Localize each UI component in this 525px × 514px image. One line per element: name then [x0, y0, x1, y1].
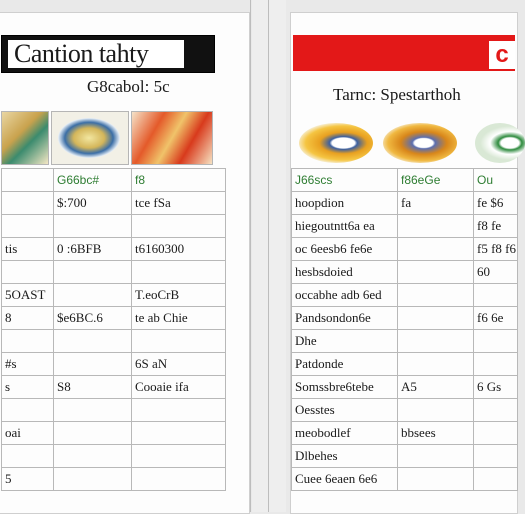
table-row	[292, 376, 518, 399]
table-row	[292, 399, 518, 422]
table-row	[2, 422, 226, 445]
table-cell	[54, 330, 132, 353]
table-row	[2, 215, 226, 238]
table-cell: Patdonde	[292, 353, 398, 376]
left-title-banner	[1, 35, 215, 73]
table-row	[292, 238, 518, 261]
table-cell: Pandsondon6e	[292, 307, 398, 330]
table-cell: T.eoCrB	[132, 284, 226, 307]
table-cell: Cooaie ifa	[132, 376, 226, 399]
table-header-cell: f86eGe	[398, 169, 474, 192]
table-cell	[474, 422, 518, 445]
table-cell	[54, 284, 132, 307]
right-title-badge: c	[489, 41, 515, 69]
table-row	[2, 445, 226, 468]
table-cell: A5	[398, 376, 474, 399]
table-cell	[132, 422, 226, 445]
table-cell: s	[2, 376, 54, 399]
table-header-cell: Ou	[474, 169, 518, 192]
table-cell	[398, 307, 474, 330]
table-cell	[132, 445, 226, 468]
table-cell	[398, 353, 474, 376]
table-cell: 5	[2, 468, 54, 491]
table-cell: oc 6eesb6 fe6e	[292, 238, 398, 261]
table-cell	[2, 445, 54, 468]
table-row	[292, 330, 518, 353]
right-menu-table	[291, 168, 518, 491]
table-cell	[398, 238, 474, 261]
table-cell	[54, 261, 132, 284]
table-cell	[54, 399, 132, 422]
table-cell	[2, 192, 54, 215]
table-cell: $e6BC.6	[54, 307, 132, 330]
table-cell	[54, 445, 132, 468]
table-cell: tis	[2, 238, 54, 261]
table-cell	[2, 261, 54, 284]
right-menu-sheet	[290, 12, 518, 514]
right-title-banner	[293, 35, 515, 71]
table-cell	[474, 399, 518, 422]
table-cell	[132, 215, 226, 238]
page-edge-line	[268, 0, 269, 512]
table-row	[292, 284, 518, 307]
table-cell: fe $6	[474, 192, 518, 215]
table-cell	[474, 353, 518, 376]
left-title: Cantion tahty	[8, 40, 184, 68]
table-row	[292, 307, 518, 330]
table-cell	[2, 215, 54, 238]
table-cell: #s	[2, 353, 54, 376]
table-cell: Cuee 6eaen 6e6	[292, 468, 398, 491]
left-menu-sheet	[0, 12, 250, 514]
table-row	[2, 376, 226, 399]
table-cell	[398, 330, 474, 353]
table-cell: tce fSa	[132, 192, 226, 215]
table-header-row	[2, 169, 226, 192]
table-row	[292, 261, 518, 284]
table-cell: bbsees	[398, 422, 474, 445]
table-cell: occabhe adb 6ed	[292, 284, 398, 307]
table-cell: Dhe	[292, 330, 398, 353]
table-cell	[398, 284, 474, 307]
table-cell	[474, 330, 518, 353]
table-row	[292, 445, 518, 468]
table-cell	[132, 468, 226, 491]
dish-image	[299, 123, 373, 163]
table-cell	[54, 353, 132, 376]
dish-image	[383, 123, 457, 163]
table-row	[2, 468, 226, 491]
table-cell	[2, 330, 54, 353]
table-row	[2, 192, 226, 215]
table-cell: Dlbehes	[292, 445, 398, 468]
table-cell	[474, 284, 518, 307]
table-cell	[398, 468, 474, 491]
sheet-gutter	[252, 0, 286, 512]
table-cell: fa	[398, 192, 474, 215]
table-row	[2, 261, 226, 284]
table-cell	[132, 399, 226, 422]
table-cell	[132, 330, 226, 353]
table-header-row	[292, 169, 518, 192]
table-row	[292, 468, 518, 491]
table-cell: S8	[54, 376, 132, 399]
table-header-cell: J66scs	[292, 169, 398, 192]
table-cell: 0 :6BFB	[54, 238, 132, 261]
table-cell: hesbsdoied	[292, 261, 398, 284]
table-cell	[132, 261, 226, 284]
table-row	[2, 399, 226, 422]
table-header-cell: f8	[132, 169, 226, 192]
left-menu-table	[1, 168, 226, 491]
table-row	[2, 238, 226, 261]
table-cell	[398, 445, 474, 468]
table-header-cell	[2, 169, 54, 192]
right-subtitle: Tarnc: Spestarthoh	[333, 85, 461, 104]
table-cell: f6 6e	[474, 307, 518, 330]
left-subtitle: G8cabol: 5c	[87, 77, 170, 96]
table-row	[292, 215, 518, 238]
dish-image	[131, 111, 213, 165]
table-cell: t6160300	[132, 238, 226, 261]
table-cell: 8	[2, 307, 54, 330]
dish-image	[51, 111, 129, 165]
table-row	[292, 353, 518, 376]
table-row	[292, 422, 518, 445]
table-cell: 6S aN	[132, 353, 226, 376]
table-cell	[2, 399, 54, 422]
table-cell	[474, 445, 518, 468]
table-cell: $:700	[54, 192, 132, 215]
dish-plate	[58, 118, 120, 158]
table-cell: f5 f8 f6	[474, 238, 518, 261]
table-cell: hoopdion	[292, 192, 398, 215]
table-cell: f8 fe	[474, 215, 518, 238]
table-row	[2, 284, 226, 307]
table-cell: oai	[2, 422, 54, 445]
table-cell: 60	[474, 261, 518, 284]
page-edge-line	[250, 0, 251, 512]
table-cell	[54, 468, 132, 491]
table-cell: 6 Gs	[474, 376, 518, 399]
table-cell	[54, 422, 132, 445]
dish-image	[1, 111, 49, 165]
table-cell	[54, 215, 132, 238]
table-row	[2, 307, 226, 330]
table-header-cell: G66bc#	[54, 169, 132, 192]
table-cell: hiegoutntt6a ea	[292, 215, 398, 238]
table-cell: Oesstes	[292, 399, 398, 422]
table-row	[292, 192, 518, 215]
table-row	[2, 353, 226, 376]
table-cell: meobodlef	[292, 422, 398, 445]
table-cell: te ab Chie	[132, 307, 226, 330]
table-row	[2, 330, 226, 353]
table-cell	[398, 215, 474, 238]
dish-image	[475, 123, 525, 163]
table-cell	[474, 468, 518, 491]
table-cell	[398, 261, 474, 284]
table-cell: Somssbre6tebe	[292, 376, 398, 399]
table-cell	[398, 399, 474, 422]
table-cell: 5OAST	[2, 284, 54, 307]
